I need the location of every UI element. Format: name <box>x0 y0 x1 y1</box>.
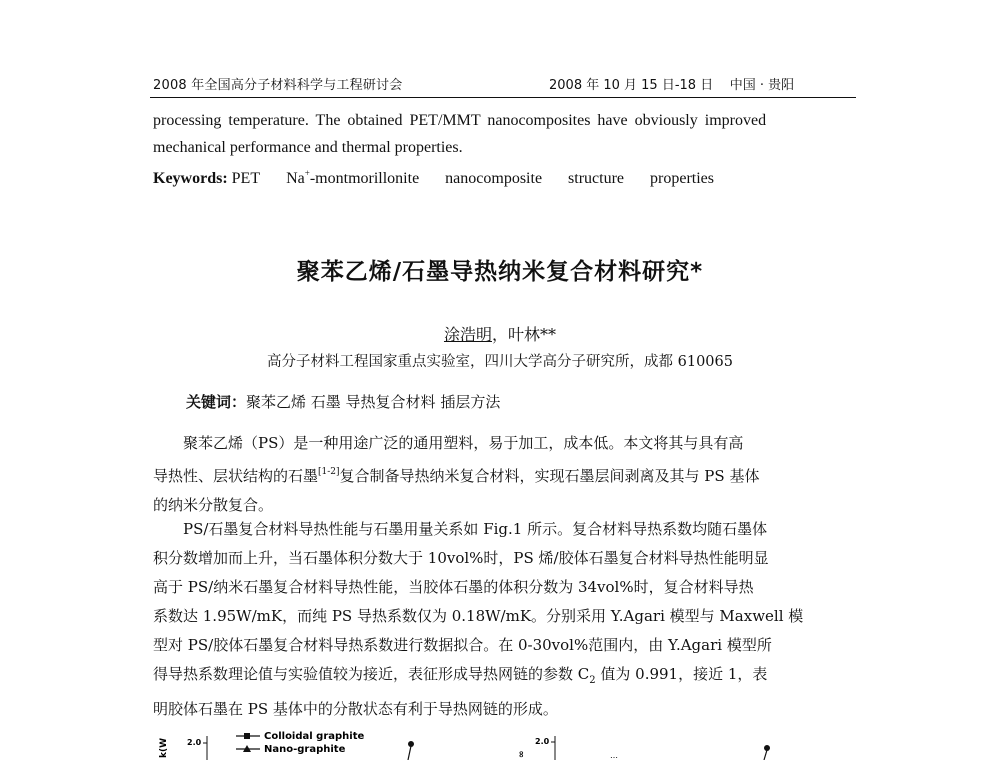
left-data-fragment <box>408 741 414 760</box>
affiliation: 高分子材料工程国家重点实验室，四川大学高分子研究所，成都 610065 <box>267 354 733 370</box>
right-ytick: 2.0 <box>535 737 550 746</box>
legend-square-marker <box>244 733 250 739</box>
para2-line-1: PS/石墨复合材料导热性能与石墨用量关系如 Fig.1 所示。复合材料导热系数均随石墨体 <box>183 520 768 538</box>
para1-line-2: 导热性、层状结构的石墨[1-2]复合制备导热纳米复合材料，实现石墨层间剥离及其与 PS 基体 <box>153 467 760 485</box>
abstract-line-1: processing temperature. The obtained PET/MMT nanocomposites have obviously improved <box>153 112 767 129</box>
header-rule <box>150 97 856 98</box>
paragraph-intro <box>153 429 853 520</box>
keyword: nanocomposite <box>445 170 543 187</box>
para2-line-6: 得导热系数理论值与实验值较为接近，表征形成导热网链的参数 $C_2$ 值为 0.991，接近 1，表 <box>153 665 768 686</box>
legend-colloidal: Colloidal graphite <box>264 731 365 742</box>
citation-ref: [1-2] <box>318 467 340 477</box>
right-ylabel: ∞ <box>517 750 527 758</box>
legend <box>236 731 365 755</box>
english-keywords <box>153 168 714 188</box>
chinese-keywords <box>186 391 500 412</box>
author-first: 涂浩明 <box>443 325 492 344</box>
conference-date-location: 2008 年 10 月 15 日-18 日 中国 · 贵阳 <box>549 78 795 93</box>
keyword: PET <box>231 170 261 187</box>
author-second: 叶林** <box>508 325 557 344</box>
paper-title: 聚苯乙烯/石墨导热纳米复合材料研究* <box>296 259 704 285</box>
abstract-line-2: mechanical performance and thermal properties. <box>153 139 463 156</box>
para2-line-7: 明胶体石墨在 PS 基体中的分散状态有利于导热网链的形成。 <box>153 700 558 718</box>
chinese-keywords-label: 关键词： <box>186 393 247 411</box>
para2-line-4: 系数达 1.95W/mK，而纯 PS 导热系数仅为 0.18W/mK。分别采用 Y.Agari 模型与 Maxwell 模 <box>153 607 804 625</box>
para2-line-3: 高于 PS/纳米石墨复合材料导热性能，当胶体石墨的体积分数为 34vol%时，复合材料导热 <box>153 578 754 596</box>
legend-nano: Nano-graphite <box>264 744 346 755</box>
left-ytick: 2.0 <box>187 738 202 747</box>
figure-1-fragment <box>150 718 850 760</box>
para1-line-1: 聚苯乙烯（PS）是一种用途广泛的通用塑料，易于加工，成本低。本文将其与具有高 <box>183 434 744 452</box>
author-separator: ， <box>491 325 508 344</box>
conference-header: 2008 年全国高分子材料科学与工程研讨会 <box>153 78 403 93</box>
paragraph-results <box>153 515 853 724</box>
keyword: Na <box>286 170 305 187</box>
left-ylabel: k(W <box>159 737 169 758</box>
keyword: structure <box>568 170 625 187</box>
para2-line-2: 积分数增加而上升，当石墨体积分数大于 10vol%时，PS 烯/胶体石墨复合材料导热性能明显 <box>153 549 769 567</box>
chinese-keywords-text: 聚苯乙烯 石墨 导热复合材料 插层方法 <box>246 393 501 411</box>
keyword: properties <box>650 170 715 187</box>
data-point <box>408 741 414 747</box>
na-superscript: + <box>304 168 310 178</box>
right-data-fragment <box>764 745 770 760</box>
para1-line-3: 的纳米分散复合。 <box>153 496 274 514</box>
para2-line-5: 型对 PS/胶体石墨复合材料导热系数进行数据拟合。在 0-30vol%范围内，由 Y.Agari 模型所 <box>153 636 772 654</box>
keyword: -montmorillonite <box>309 170 420 187</box>
c2-subscript: 2 <box>589 675 596 686</box>
data-point <box>764 745 770 751</box>
right-legend-fragment: … <box>610 751 618 760</box>
authors <box>0 322 1000 345</box>
keywords-label: Keywords: <box>153 170 228 187</box>
